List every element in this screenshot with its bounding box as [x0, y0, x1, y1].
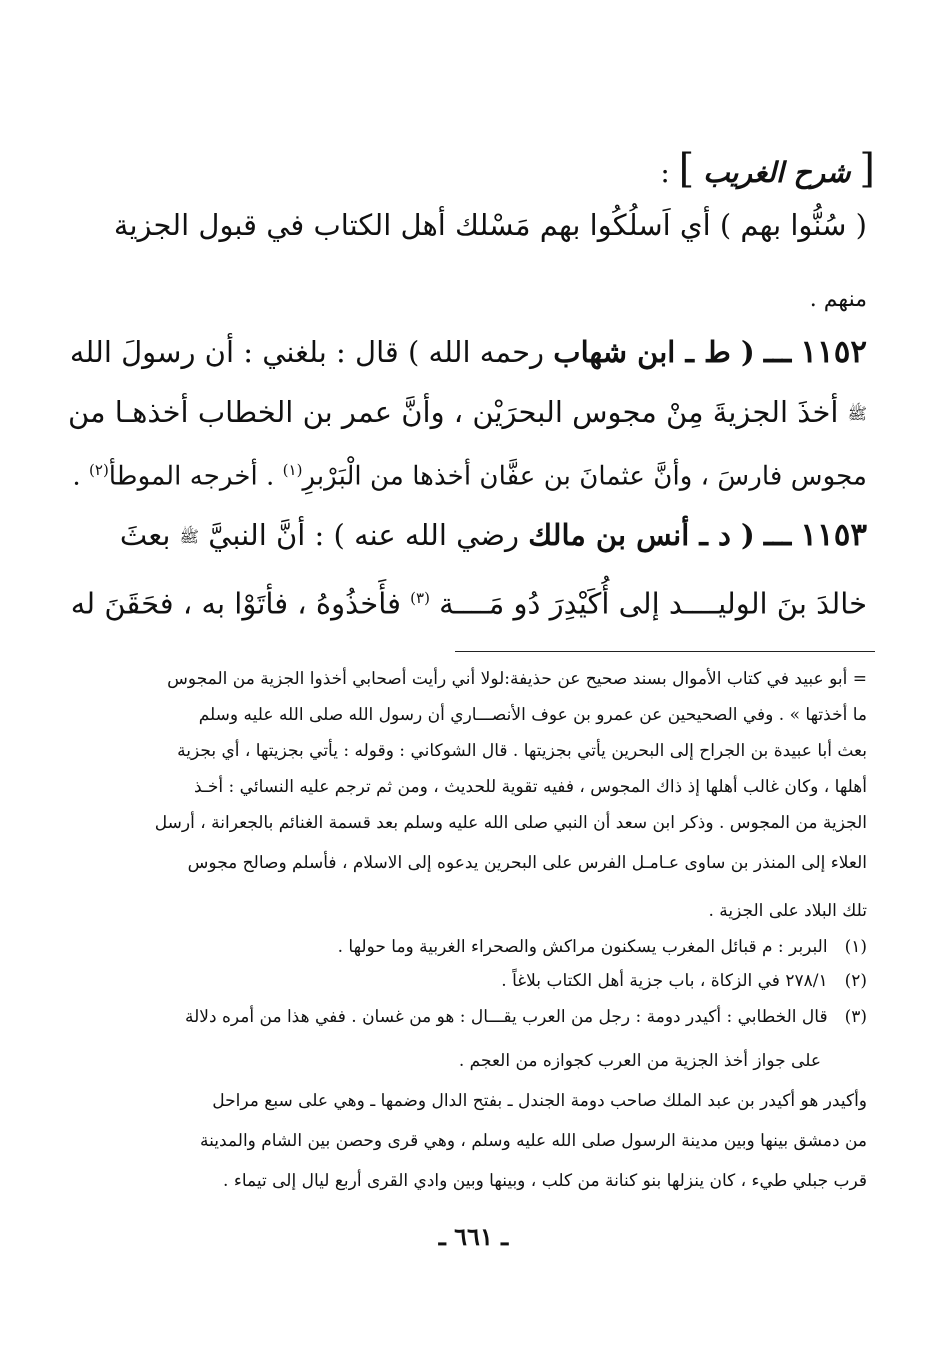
hadith-source: ( د ـ أنس بن مالك [528, 518, 755, 552]
hadith-text: فأَخذُوهُ ، فأتَوْا به ، فحَقَنَ له [70, 586, 401, 621]
hadith-text: . أخرجه الموطأ [108, 461, 275, 492]
footnote-continuation-line: = أبو عبيد في كتاب الأموال بسند صحيح عن حذيفة:لولا أني رأيت أصحابي أخذوا الجزية من المجوس [167, 669, 867, 689]
salutation-icon: ﷺ [179, 527, 199, 546]
hadith-1153-line-2 [71, 578, 867, 624]
footnote-ref-3: (٣) [410, 589, 430, 607]
footnote-text: البربر : م قبائل المغرب يسكنون مراكش والصحراء الغربية وما حولها . [337, 937, 828, 957]
hadith-text: رحمه الله ) قال : بلغني : أن رسولَ الله [69, 335, 545, 369]
hadith-text: . [72, 461, 81, 492]
footnote-3 [185, 1004, 867, 1030]
hadith-1152-line-1 [70, 332, 867, 372]
footnote-number: (٣) [844, 1007, 867, 1027]
footnote-3-line: قرب جبلي طيء ، كان ينزلها بنو كنانة من كلب ، وبينها وبين وادي القرى أربع ليال إلى تيماء . [223, 1171, 867, 1191]
footnote-continuation-line: العلاء إلى المنذر بن ساوى عـامـل الفرس على البحرين يدعوه إلى الاسلام ، فأسلم وصالح مجوس [187, 853, 867, 873]
footnote-2 [501, 968, 867, 994]
hadith-text: مجوس فارسَ ، وأنَّ عثمانَ بن عفَّان أخذها من الْبَرْبرِ [302, 461, 867, 492]
hadith-1153-line-1 [120, 515, 867, 557]
footnote-3-line: من دمشق بينها وبين مدينة الرسول صلى الله عليه وسلم ، وهي قرى وحصن بين الشام والمدينة [200, 1131, 867, 1151]
footnote-continuation-line: تلك البلاد على الجزية . [708, 901, 867, 921]
footnote-ref-1: (١) [282, 461, 303, 479]
hadith-dash: ـــ [763, 334, 792, 370]
hadith-1152-line-2 [68, 392, 867, 434]
footnote-1 [338, 934, 867, 960]
hadith-dash: ـــ [763, 517, 792, 553]
gloss-line-1: ( سُنُّوا بهم ) أي اَسلُكُوا بهم مَسْلك أهل الكتاب في قبول الجزية [113, 208, 867, 242]
footnote-number: (١) [844, 937, 867, 957]
hadith-text: أخذَ الجزيةَ مِنْ مجوس البحرَيْن ، وأنَّ عمر بن الخطاب أخذهـا من [67, 395, 839, 429]
footnote-continuation-line: بعث أبا عبيدة بن الجراح إلى البحرين يأتي بجزيتها . قال الشوكاني : وقوله : يأتي بجزيتها ، أي بجزية [177, 741, 867, 761]
section-heading [660, 146, 875, 192]
gloss-line-2: منهم . [809, 287, 867, 312]
footnote-3-line: وأكيدر هو أكيدر بن عبد الملك صاحب دومة الجندل ـ بفتح الدال وضمها ـ وهي على سبع مراحل [212, 1091, 867, 1111]
footnote-continuation-line: ما أخذتها » . وفي الصحيحين عن عمرو بن عوف الأنصـــاري أن رسول الله صلى الله عليه وسلم [198, 705, 867, 725]
footnote-continuation-line: الجزية من المجوس . وذكر ابن سعد أن النبي صلى الله عليه وسلم بعد قسمة الغنائم بالجعرانة ، أرسل [154, 813, 867, 833]
footnote-text: ٢٧٨/١ في الزكاة ، باب جزية أهل الكتاب بلاغاً . [501, 971, 828, 991]
hadith-number: ١١٥٢ [800, 334, 867, 370]
hadith-text: بعثَ [119, 518, 171, 552]
close-bracket: ] [678, 146, 695, 192]
open-bracket: [ [859, 146, 875, 192]
salutation-icon: ﷺ [847, 404, 867, 423]
hadith-source: ( ط ـ ابن شهاب [553, 335, 755, 369]
hadith-text: رضي الله عنه ) : أنَّ النبيَّ [208, 518, 519, 552]
hadith-1152-line-3 [72, 450, 867, 497]
footnote-text: قال الخطابي : أكيدر دومة : رجل من العرب يقـــال : هو من غسان . ففي هذا من أمره دلالة [185, 1007, 828, 1027]
heading-title: شرح الغريب [703, 156, 851, 189]
hadith-text: خالدَ بنَ الوليــــد إلى أُكَيْدِرَ دُو مَــــة [439, 586, 867, 621]
page-number: ـ ٦٦١ ـ [438, 1222, 509, 1251]
heading-colon: : [660, 156, 670, 189]
hadith-number: ١١٥٣ [800, 517, 867, 553]
footnote-divider [455, 651, 875, 652]
footnote-continuation-line: أهلها ، وكان غالب أهلها إذ ذاك المجوس ، ففيه تقوية للحديث ، ومن ثم ترجم عليه النسائي : أخـذ [194, 777, 867, 797]
footnote-number: (٢) [844, 971, 867, 991]
footnote-ref-2: (٢) [89, 461, 109, 479]
footnote-3-line: على جواز أخذ الجزية من العرب كجوازه من العجم . [458, 1051, 821, 1071]
